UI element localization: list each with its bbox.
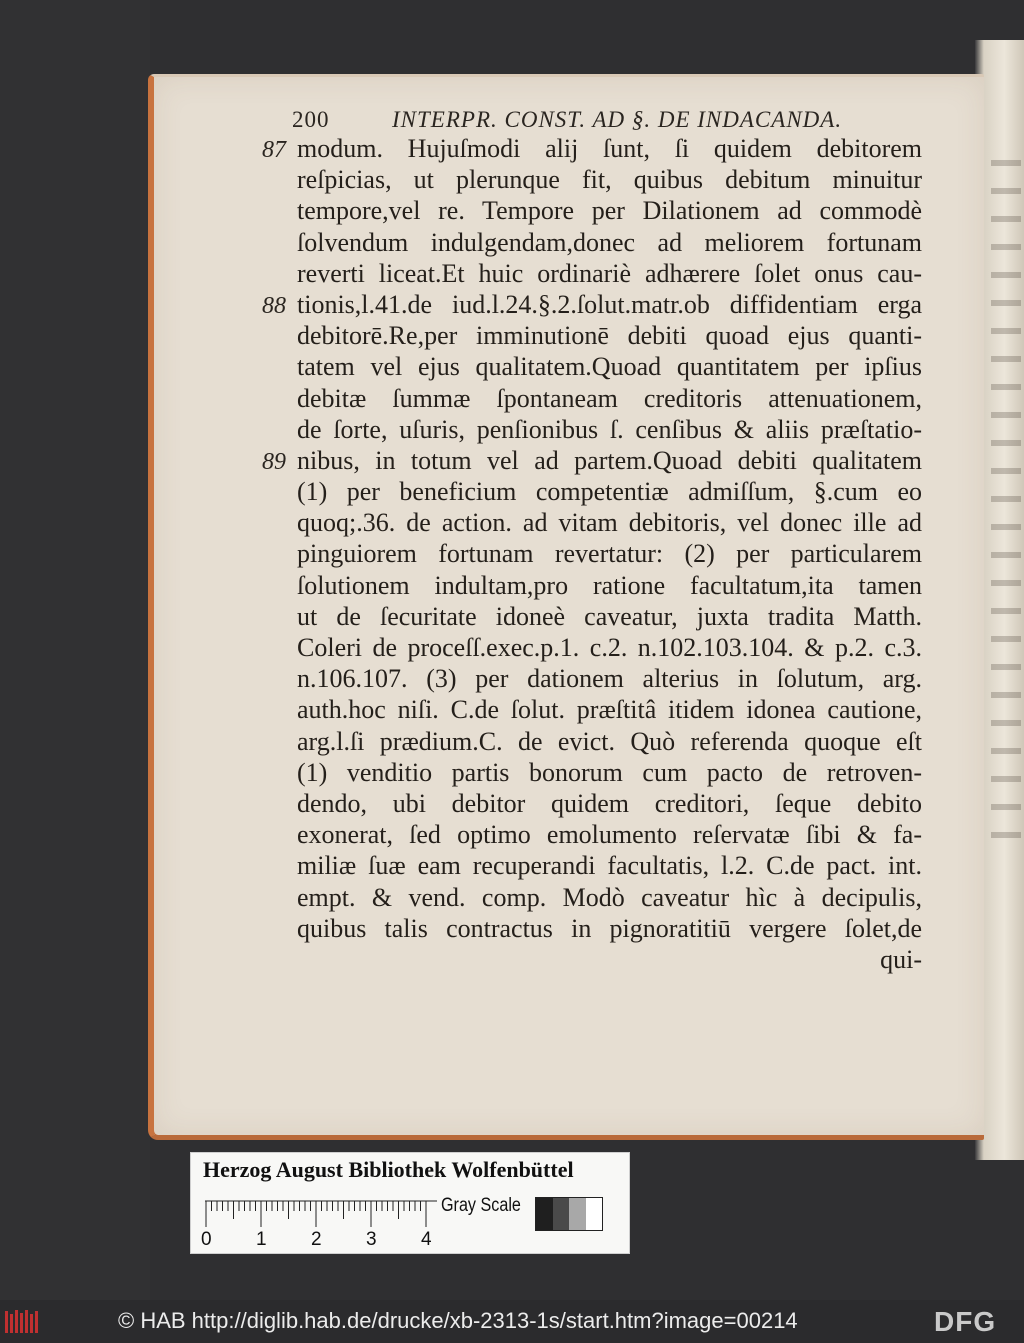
gray-scale-swatch xyxy=(535,1197,603,1231)
text-line: empt. & vend. comp. Modò caveatur hìc à decipulis, xyxy=(297,882,922,912)
scale-ruler xyxy=(205,1197,437,1229)
text-line: modum. Hujuſmodi alij ſunt, ſi quidem debitorem xyxy=(297,134,922,163)
text-line: quibus talis contractus in pignoratitiū vergere ſolet,de xyxy=(297,913,922,943)
text-line: (1) per beneficium competentiæ admiſſum, §.cum eo xyxy=(297,477,922,507)
text-line: tatem vel ejus qualitatem.Quoad quantitatem per ipſius xyxy=(297,352,922,382)
text-line: (1) venditio partis bonorum cum pacto de retroven- xyxy=(297,757,922,787)
dfg-logo: DFG xyxy=(934,1306,997,1337)
dark-backing-board xyxy=(0,0,150,1300)
text-line: nibus, in totum vel ad partem.Quoad debiti qualitatem xyxy=(297,445,922,475)
copyright-url[interactable]: © HAB http://diglib.hab.de/drucke/xb-2313-1s/start.htm?image=00214 xyxy=(118,1308,798,1333)
text-line: arg.l.ſi prædium.C. de evict. Quò referenda quoque eſt xyxy=(297,726,922,756)
ruler-digit: 1 xyxy=(256,1229,267,1250)
text-line: tionis,l.41.de iud.l.24.§.2.ſolut.matr.ob diffidentiam erga xyxy=(297,289,922,319)
running-title: INTERPR. CONST. AD §. DE INDACANDA. xyxy=(392,107,843,132)
library-name: Herzog August Bibliothek Wolfenbüttel xyxy=(203,1157,574,1182)
text-line: debitorē.Re,per imminutionē debiti quoad ejus quanti- xyxy=(297,321,922,351)
text-line: auth.hoc niſi. C.de ſolut. præſtitâ itidem idonea cautione, xyxy=(297,695,922,725)
text-line: tempore,vel re. Tempore per Dilationem ad commodè xyxy=(297,196,922,226)
margin-number: 89 xyxy=(262,449,286,475)
text-line: ſolutionem indultam,pro ratione facultatum,ita tamen xyxy=(297,570,922,600)
text-line: quoq;.36. de action. ad vitam debitoris, vel donec ille ad xyxy=(297,508,922,538)
book-page xyxy=(148,74,984,1140)
text-line: n.106.107. (3) per dationem alterius in ſolutum, arg. xyxy=(297,664,922,694)
ruler-digit: 3 xyxy=(366,1229,377,1250)
ruler-digit: 4 xyxy=(421,1229,432,1250)
text-line: exonerat, ſed optimo emolumento reſervatæ ſibi & fa- xyxy=(297,820,922,850)
ruler-digit: 2 xyxy=(311,1229,322,1250)
text-line: de ſorte, uſuris, penſionibus ſ. cenſibus & aliis præſtatio- xyxy=(297,414,922,444)
page-number: 200 xyxy=(292,107,330,132)
text-line: dendo, ubi debitor quidem creditori, ſeque debito xyxy=(297,788,922,818)
catchword: qui- xyxy=(880,944,922,974)
hab-logo-icon xyxy=(4,1308,40,1336)
text-line: debitæ ſummæ ſpontaneam creditoris attenuationem, xyxy=(297,383,922,413)
color-calibration-card xyxy=(190,1152,630,1254)
text-line: reſpicias, ut plerunque fit, quibus debitum minuitur xyxy=(297,165,922,195)
footer-bar xyxy=(0,1300,1024,1343)
text-line: miliæ ſuæ eam recuperandi facultatis, l.2. C.de pact. int. xyxy=(297,851,922,881)
text-line: pinguiorem fortunam revertatur: (2) per particularem xyxy=(297,539,922,569)
margin-number: 88 xyxy=(262,293,286,319)
margin-number: 87 xyxy=(262,137,286,163)
text-line: reverti liceat.Et huic ordinariè adhærere ſolet onus cau- xyxy=(297,258,922,288)
ruler-digit: 0 xyxy=(201,1229,212,1250)
text-line: ut de ſecuritate idoneè caveatur, juxta tradita Matth. xyxy=(297,601,922,631)
body-text xyxy=(297,133,922,975)
gray-scale-label: Gray Scale xyxy=(441,1195,521,1216)
text-line: Coleri de proceſſ.exec.p.1. c.2. n.102.103.104. & p.2. c.3. xyxy=(297,633,922,662)
text-line: ſolvendum indulgendam,donec ad meliorem fortunam xyxy=(297,227,922,257)
ruler-digits xyxy=(201,1229,441,1251)
